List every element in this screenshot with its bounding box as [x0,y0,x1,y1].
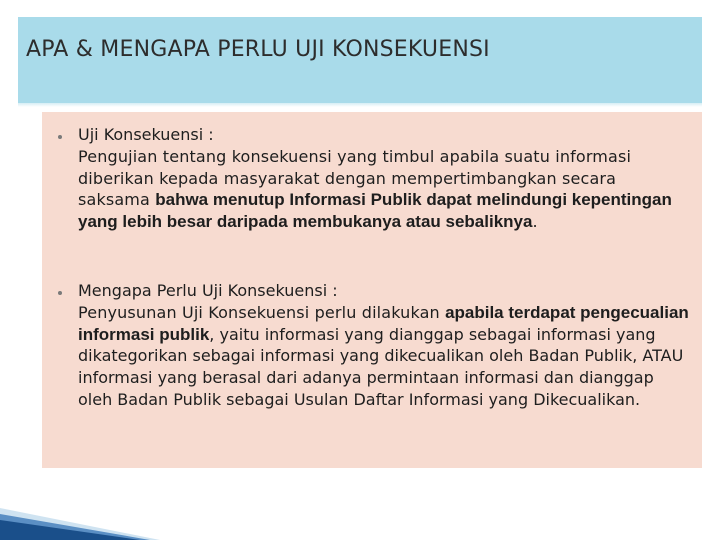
content-box [42,112,702,468]
slide-title: APA & MENGAPA PERLU UJI KONSEKUENSI [26,37,490,62]
bullet-heading: Uji Konsekuensi : [78,125,214,144]
bullet-icon [58,135,62,139]
title-bar-shadow [18,103,702,107]
title-bar [18,17,702,103]
bullet-text: Penyusunan Uji Konsekuensi perlu dilakukan [78,302,446,322]
bullet-icon [58,291,62,295]
bullet-heading: Mengapa Perlu Uji Konsekuensi : [78,281,338,300]
bullet-body [78,280,692,411]
bullet-body [78,124,692,233]
bullet-text-end: , yaitu informasi yang dianggap sebagai informasi yang dikategorikan sebagai informasi yang dikecualikan oleh Badan Publik, ATAU informasi yang berasal dari adanya permintaan informasi dan dianggap oleh Badan Publik sebagai Usulan Daftar Informasi yang Dikecualikan. [78,324,684,409]
bullet-bold-text: bahwa menutup Informasi Publik dapat melindungi kepentingan yang lebih besar daripada membukanya atau sebaliknya [78,190,672,232]
bullet-bold-text: apabila terdapat pengecualian informasi publik [78,302,689,344]
corner-accent [0,450,160,540]
bullet-text: Pengujian tentang konsekuensi yang timbul apabila suatu informasi diberikan kepada masyarakat dengan mempertimbangkan secara saksama [78,146,632,210]
bullet-text-end: . [532,212,538,232]
